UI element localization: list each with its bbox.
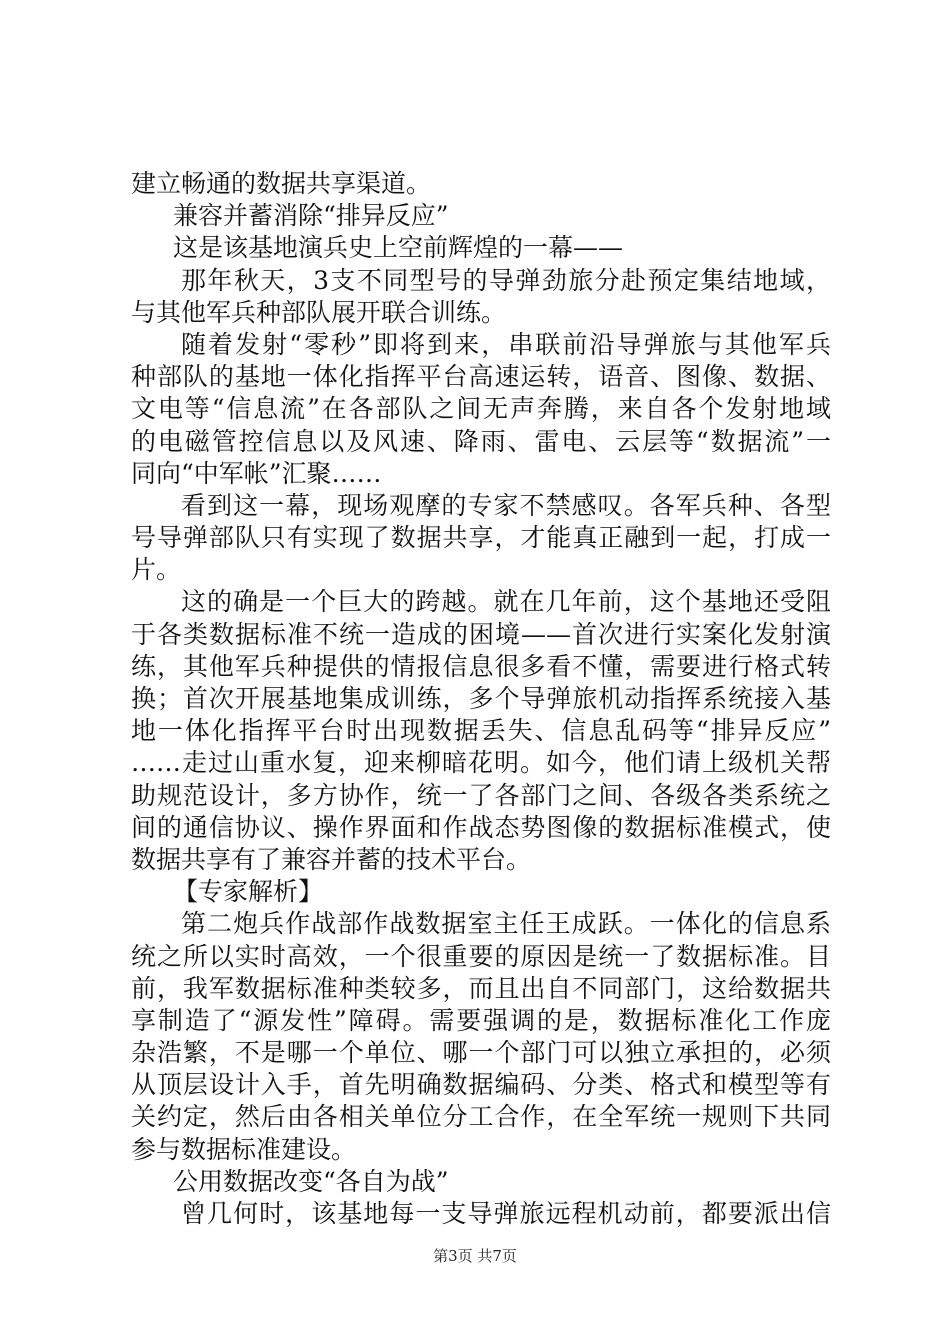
text-line: 从顶层设计入手，首先明确数据编码、分类、格式和模型等有: [131, 1070, 831, 1100]
section-heading: 兼容并蓄消除“排异反应”: [173, 201, 449, 231]
text-line: 建立畅通的数据共享渠道。: [131, 169, 432, 198]
text-line: 参与数据标准建设。: [131, 1134, 357, 1164]
text-line: 间的通信协议、操作界面和作战态势图像的数据标准模式，使: [131, 812, 831, 842]
text-line: 文电等“信息流”在各部队之间无声奔腾，来自各个发射地域: [131, 394, 831, 424]
text-line: 杂浩繁，不是哪一个单位、哪一个部门可以独立承担的，必须: [131, 1038, 831, 1068]
section-heading: 【专家解析】: [173, 877, 324, 907]
text-line: 关约定，然后由各相关单位分工合作，在全军统一规则下共同: [131, 1102, 831, 1132]
text-line: 助规范设计，多方协作，统一了各部门之间、各级各类系统之: [131, 780, 831, 810]
text-line: 与其他军兵种部队展开联合训练。: [131, 297, 507, 327]
text-line: 数据共享有了兼容并蓄的技术平台。: [131, 844, 532, 874]
text-line: 统之所以实时高效，一个很重要的原因是统一了数据标准。目: [131, 941, 831, 971]
page-number: 第3页 共7页: [433, 1247, 517, 1265]
text-line: 这是该基地演兵史上空前辉煌的一幕——: [173, 233, 624, 263]
paragraph-first-line: 随着发射“零秒”即将到来，串联前沿导弹旅与其他军兵: [181, 329, 831, 359]
paragraph-first-line: 看到这一幕，现场观摩的专家不禁感叹。各军兵种、各型: [181, 490, 831, 520]
text-line: 同向“中军帐”汇聚……: [131, 458, 382, 488]
page-footer: [0, 1245, 950, 1266]
text-line: 换；首次开展基地集成训练，多个导弹旅机动指挥系统接入基: [131, 684, 831, 713]
paragraph-first-line: 这的确是一个巨大的跨越。就在几年前，这个基地还受阻: [181, 587, 831, 617]
section-heading: 公用数据改变“各自为战”: [173, 1166, 449, 1196]
text-line: 练，其他军兵种提供的情报信息很多看不懂，需要进行格式转: [131, 651, 831, 681]
text-line: 种部队的基地一体化指挥平台高速运转，语音、图像、数据、: [131, 362, 831, 392]
text-line: 享制造了“源发性”障碍。需要强调的是，数据标准化工作庞: [131, 1005, 831, 1035]
paragraph-first-line: 那年秋天，3支不同型号的导弹劲旅分赴预定集结地域，: [181, 265, 831, 295]
paragraph-first-line: 第二炮兵作战部作战数据室主任王成跃。一体化的信息系: [181, 909, 831, 939]
text-line: 片。: [131, 555, 182, 585]
text-line: 号导弹部队只有实现了数据共享，才能真正融到一起，打成一: [131, 523, 831, 553]
text-line: 的电磁管控信息以及风速、降雨、雷电、云层等“数据流”一: [131, 426, 831, 456]
text-line: 前，我军数据标准种类较多，而且出自不同部门，这给数据共: [131, 973, 831, 1003]
text-line: ……走过山重水复，迎来柳暗花明。如今，他们请上级机关帮: [131, 748, 831, 778]
document-body: [131, 168, 831, 1230]
paragraph-first-line: 曾几何时，该基地每一支导弹旅远程机动前，都要派出信: [181, 1199, 831, 1228]
text-line: 地一体化指挥平台时出现数据丢失、信息乱码等“排异反应”: [131, 716, 831, 746]
text-line: 于各类数据标准不统一造成的困境——首次进行实案化发射演: [131, 619, 831, 649]
